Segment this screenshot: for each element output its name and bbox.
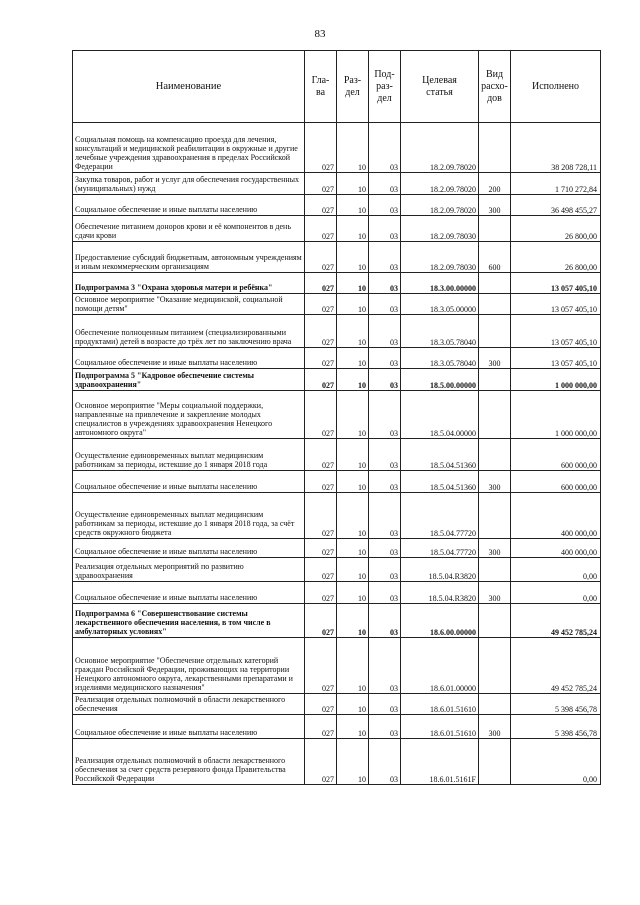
row-amount: 26 800,00 — [511, 242, 601, 273]
row-target: 18.2.09.78030 — [401, 242, 479, 273]
row-name: Основное мероприятие "Меры социальной поддержки, направленные на привлечение и закрепление молодых специалистов в учреждениях здравоохранения Ненецкого автономного округа" — [73, 391, 305, 439]
header-glava: Гла- ва — [305, 51, 337, 123]
row-razdel: 10 — [337, 558, 369, 582]
row-target: 18.5.04.51360 — [401, 439, 479, 471]
table-row — [73, 369, 601, 391]
table-row — [73, 715, 601, 739]
row-razdel: 10 — [337, 638, 369, 694]
row-name: Социальная помощь на компенсацию проезда для лечения, консультаций и медицинской реабилитации в окружные и другие лечебные учреждения здравоохранения в пределах Российской Федерации — [73, 123, 305, 173]
row-vid — [479, 604, 511, 638]
row-glava: 027 — [305, 195, 337, 216]
row-razdel: 10 — [337, 694, 369, 715]
row-amount: 13 057 405,10 — [511, 273, 601, 294]
table-row — [73, 439, 601, 471]
row-podrazdel: 03 — [369, 739, 401, 785]
row-target: 18.5.04.77720 — [401, 493, 479, 539]
row-podrazdel: 03 — [369, 123, 401, 173]
row-glava: 027 — [305, 694, 337, 715]
row-target: 18.5.04.77720 — [401, 539, 479, 558]
row-podrazdel: 03 — [369, 369, 401, 391]
row-glava: 027 — [305, 273, 337, 294]
row-amount: 38 208 728,11 — [511, 123, 601, 173]
row-amount: 0,00 — [511, 582, 601, 604]
expenditure-table — [72, 50, 601, 785]
row-amount: 13 057 405,10 — [511, 348, 601, 369]
row-razdel: 10 — [337, 715, 369, 739]
row-name: Предоставление субсидий бюджетным, автономным учреждениям и иным некоммерческим организациям — [73, 242, 305, 273]
row-razdel: 10 — [337, 493, 369, 539]
row-vid: 300 — [479, 539, 511, 558]
row-razdel: 10 — [337, 242, 369, 273]
row-amount: 1 710 272,84 — [511, 173, 601, 195]
row-podrazdel: 03 — [369, 195, 401, 216]
row-vid — [479, 273, 511, 294]
table-row — [73, 348, 601, 369]
row-glava: 027 — [305, 315, 337, 348]
row-name: Обеспечение питанием доноров крови и её компонентов в день сдачи крови — [73, 216, 305, 242]
table-row — [73, 315, 601, 348]
row-name: Социальное обеспечение и иные выплаты населению — [73, 195, 305, 216]
row-name: Подпрограмма 6 "Совершенствование системы лекарственного обеспечения населения, в том числе в амбулаторных условиях" — [73, 604, 305, 638]
row-vid — [479, 638, 511, 694]
row-glava: 027 — [305, 558, 337, 582]
row-podrazdel: 03 — [369, 242, 401, 273]
row-vid — [479, 439, 511, 471]
row-name: Подпрограмма 3 "Охрана здоровья матери и ребёнка" — [73, 273, 305, 294]
row-target: 18.6.01.00000 — [401, 638, 479, 694]
row-podrazdel: 03 — [369, 604, 401, 638]
row-glava: 027 — [305, 739, 337, 785]
row-name: Основное мероприятие "Оказание медицинской, социальной помощи детям" — [73, 294, 305, 315]
row-amount: 0,00 — [511, 558, 601, 582]
row-target: 18.6.01.51610 — [401, 715, 479, 739]
table-row — [73, 294, 601, 315]
row-vid — [479, 391, 511, 439]
row-target: 18.2.09.78030 — [401, 216, 479, 242]
table-row — [73, 694, 601, 715]
row-target: 18.2.09.78020 — [401, 195, 479, 216]
table-row — [73, 123, 601, 173]
row-podrazdel: 03 — [369, 715, 401, 739]
row-target: 18.3.05.00000 — [401, 294, 479, 315]
row-razdel: 10 — [337, 582, 369, 604]
header-executed: Исполнено — [511, 51, 601, 123]
row-razdel: 10 — [337, 539, 369, 558]
row-glava: 027 — [305, 369, 337, 391]
row-amount: 13 057 405,10 — [511, 315, 601, 348]
row-razdel: 10 — [337, 294, 369, 315]
row-vid: 300 — [479, 195, 511, 216]
row-glava: 027 — [305, 493, 337, 539]
header-vid: Вид расхо- дов — [479, 51, 511, 123]
row-glava: 027 — [305, 173, 337, 195]
row-name: Осуществление единовременных выплат медицинским работникам за периоды, истекшие до 1 января 2018 года, за счёт средств окружного бюджета — [73, 493, 305, 539]
page-number: 83 — [314, 28, 326, 40]
row-razdel: 10 — [337, 273, 369, 294]
row-amount: 49 452 785,24 — [511, 638, 601, 694]
row-podrazdel: 03 — [369, 348, 401, 369]
row-glava: 027 — [305, 638, 337, 694]
row-vid — [479, 294, 511, 315]
row-razdel: 10 — [337, 348, 369, 369]
row-amount: 1 000 000,00 — [511, 391, 601, 439]
row-name: Реализация отдельных мероприятий по развитию здравоохранения — [73, 558, 305, 582]
row-vid — [479, 739, 511, 785]
row-razdel: 10 — [337, 439, 369, 471]
row-podrazdel: 03 — [369, 294, 401, 315]
row-target: 18.6.00.00000 — [401, 604, 479, 638]
row-glava: 027 — [305, 123, 337, 173]
row-podrazdel: 03 — [369, 315, 401, 348]
row-vid — [479, 558, 511, 582]
row-name: Социальное обеспечение и иные выплаты населению — [73, 539, 305, 558]
row-target: 18.5.04.51360 — [401, 471, 479, 493]
row-glava: 027 — [305, 539, 337, 558]
row-target: 18.2.09.78020 — [401, 123, 479, 173]
row-name: Социальное обеспечение и иные выплаты населению — [73, 471, 305, 493]
table-row — [73, 493, 601, 539]
row-podrazdel: 03 — [369, 173, 401, 195]
table-row — [73, 558, 601, 582]
row-target: 18.5.04.00000 — [401, 391, 479, 439]
row-vid: 600 — [479, 242, 511, 273]
row-name: Реализация отдельных полномочий в области лекарственного обеспечения — [73, 694, 305, 715]
row-vid: 300 — [479, 715, 511, 739]
table-row — [73, 582, 601, 604]
row-amount: 5 398 456,78 — [511, 715, 601, 739]
table-row — [73, 604, 601, 638]
row-name: Реализация отдельных полномочий в области лекарственного обеспечения за счет средств резервного фонда Правительства Российской Федерации — [73, 739, 305, 785]
row-name: Социальное обеспечение и иные выплаты населению — [73, 582, 305, 604]
row-amount: 600 000,00 — [511, 439, 601, 471]
row-target: 18.6.01.51610 — [401, 694, 479, 715]
row-razdel: 10 — [337, 471, 369, 493]
row-vid: 200 — [479, 173, 511, 195]
header-name: Наименование — [73, 51, 305, 123]
row-glava: 027 — [305, 216, 337, 242]
row-vid: 300 — [479, 471, 511, 493]
table-row — [73, 471, 601, 493]
row-glava: 027 — [305, 604, 337, 638]
row-amount: 36 498 455,27 — [511, 195, 601, 216]
header-razdel: Раз- дел — [337, 51, 369, 123]
table-row — [73, 273, 601, 294]
table-row — [73, 216, 601, 242]
row-amount: 0,00 — [511, 739, 601, 785]
row-razdel: 10 — [337, 604, 369, 638]
table-row — [73, 638, 601, 694]
row-razdel: 10 — [337, 216, 369, 242]
table-row — [73, 242, 601, 273]
row-glava: 027 — [305, 242, 337, 273]
row-amount: 1 000 000,00 — [511, 369, 601, 391]
row-amount: 400 000,00 — [511, 539, 601, 558]
row-glava: 027 — [305, 582, 337, 604]
row-podrazdel: 03 — [369, 638, 401, 694]
row-podrazdel: 03 — [369, 539, 401, 558]
row-razdel: 10 — [337, 123, 369, 173]
row-target: 18.3.05.78040 — [401, 315, 479, 348]
row-razdel: 10 — [337, 173, 369, 195]
row-glava: 027 — [305, 391, 337, 439]
row-amount: 5 398 456,78 — [511, 694, 601, 715]
row-glava: 027 — [305, 348, 337, 369]
row-name: Обеспечение полноценным питанием (специализированными продуктами) детей в возрасте до трёх лет по заключению врача — [73, 315, 305, 348]
table-row — [73, 173, 601, 195]
row-podrazdel: 03 — [369, 558, 401, 582]
table-row — [73, 391, 601, 439]
row-podrazdel: 03 — [369, 216, 401, 242]
row-glava: 027 — [305, 715, 337, 739]
row-vid — [479, 216, 511, 242]
row-name: Осуществление единовременных выплат медицинским работникам за периоды, истекшие до 1 января 2018 года — [73, 439, 305, 471]
row-vid — [479, 493, 511, 539]
table-row — [73, 739, 601, 785]
row-target: 18.5.04.R3820 — [401, 582, 479, 604]
row-target: 18.3.05.78040 — [401, 348, 479, 369]
row-target: 18.5.00.00000 — [401, 369, 479, 391]
row-glava: 027 — [305, 471, 337, 493]
row-vid — [479, 694, 511, 715]
row-vid: 300 — [479, 348, 511, 369]
header-podrazdel: Под- раз- дел — [369, 51, 401, 123]
row-podrazdel: 03 — [369, 439, 401, 471]
row-name: Социальное обеспечение и иные выплаты населению — [73, 715, 305, 739]
row-razdel: 10 — [337, 391, 369, 439]
row-target: 18.6.01.5161F — [401, 739, 479, 785]
row-target: 18.5.04.R3820 — [401, 558, 479, 582]
table-row — [73, 195, 601, 216]
row-vid — [479, 315, 511, 348]
row-amount: 49 452 785,24 — [511, 604, 601, 638]
row-vid — [479, 123, 511, 173]
row-amount: 26 800,00 — [511, 216, 601, 242]
header-target: Целевая статья — [401, 51, 479, 123]
row-razdel: 10 — [337, 195, 369, 216]
row-amount: 600 000,00 — [511, 471, 601, 493]
row-podrazdel: 03 — [369, 273, 401, 294]
row-razdel: 10 — [337, 315, 369, 348]
row-podrazdel: 03 — [369, 694, 401, 715]
row-podrazdel: 03 — [369, 582, 401, 604]
row-target: 18.2.09.78020 — [401, 173, 479, 195]
row-vid — [479, 369, 511, 391]
row-name: Социальное обеспечение и иные выплаты населению — [73, 348, 305, 369]
table-header-row — [73, 51, 601, 123]
row-podrazdel: 03 — [369, 471, 401, 493]
table-row — [73, 539, 601, 558]
row-podrazdel: 03 — [369, 493, 401, 539]
row-amount: 13 057 405,10 — [511, 294, 601, 315]
row-glava: 027 — [305, 294, 337, 315]
row-razdel: 10 — [337, 369, 369, 391]
row-vid: 300 — [479, 582, 511, 604]
row-razdel: 10 — [337, 739, 369, 785]
row-name: Подпрограмма 5 "Кадровое обеспечение системы здравоохранения" — [73, 369, 305, 391]
row-glava: 027 — [305, 439, 337, 471]
row-podrazdel: 03 — [369, 391, 401, 439]
row-target: 18.3.00.00000 — [401, 273, 479, 294]
row-amount: 400 000,00 — [511, 493, 601, 539]
row-name: Основное мероприятие "Обеспечение отдельных категорий граждан Российской Федерации, проживающих на территории Ненецкого автономного округа, лекарственными препаратами и изделиями медицинского назначения" — [73, 638, 305, 694]
row-name: Закупка товаров, работ и услуг для обеспечения государственных (муниципальных) нужд — [73, 173, 305, 195]
